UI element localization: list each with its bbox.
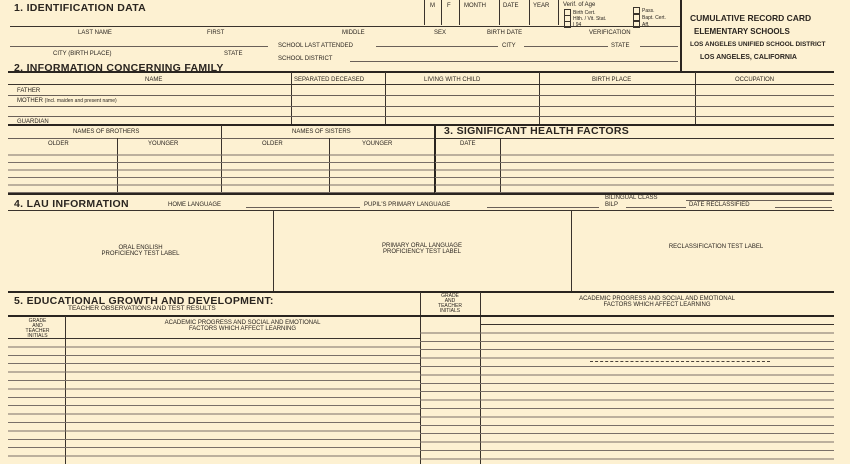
section-divider [8,291,834,293]
state2-label: STATE [611,43,630,49]
city-birth-place-label: CITY (BIRTH PLACE) [53,51,112,57]
sex-label: SEX [434,30,447,36]
school-last-attended-label: SCHOOL LAST ATTENDED [278,43,353,49]
rule [246,207,360,208]
date-label: DATE [503,3,519,9]
col-living-label: LIVING WITH CHILD [424,77,481,83]
rule [350,61,678,62]
rule [8,84,834,85]
verif-title: Verif. of Age [563,2,596,8]
verif-aff: Aff. [633,21,649,28]
section-divider [8,315,834,317]
middle-label: MIDDLE [342,30,365,36]
section4-title: 4. LAU INFORMATION [14,198,129,210]
verif-hlth: Hlth. / Vit. Stat. [564,15,606,22]
dashed-rule [590,361,770,362]
last-name-label: LAST NAME [78,30,112,36]
rule [626,207,686,208]
mother-label: MOTHER (Incl. maiden and present name) [17,98,117,104]
verification-label: VERIFICATION [589,30,631,36]
grade-initials-right: GRADE AND TEACHER INITIALS [438,293,462,314]
academic-left-header: ACADEMIC PROGRESS AND SOCIAL AND EMOTIONAL FACTORS WHICH AFFECT LEARNING [164,320,321,332]
sex-m-label: M [430,3,435,9]
grade-initials-left: GRADE AND TEACHER INITIALS [25,318,50,339]
bilingual-class-label: BILINGUAL CLASS [605,195,658,201]
card-subtitle: ELEMENTARY SCHOOLS [694,27,790,36]
sex-f-label: F [447,3,451,9]
rule [435,138,834,139]
primary-oral-label: PRIMARY ORAL LANGUAGE PROFICIENCY TEST LABEL [382,243,462,255]
first-label: FIRST [207,30,225,36]
state-label: STATE [224,51,243,57]
divider [680,0,682,72]
rule [8,106,834,107]
card-title: CUMULATIVE RECORD CARD [690,13,812,23]
school-district-label: SCHOOL DISTRICT [278,56,333,62]
divider [424,0,425,25]
divider [441,0,442,25]
rule [640,46,678,47]
sisters-label: NAMES OF SISTERS [292,129,351,135]
guardian-label: GUARDIAN [17,119,49,125]
health-date-label: DATE [460,141,476,147]
divider [499,0,500,25]
section2-title: 2. INFORMATION CONCERNING FAMILY [14,62,224,74]
father-label: FATHER [17,88,41,94]
health-rows [435,148,834,194]
verif-birth-cert: Birth Cert. [564,9,596,16]
section5-title: 5. EDUCATIONAL GROWTH AND DEVELOPMENT: [14,295,274,307]
academic-right-header: ACADEMIC PROGRESS AND SOCIAL AND EMOTIONAL FACTORS WHICH AFFECT LEARNING [579,296,735,308]
birth-date-label: BIRTH DATE [487,30,523,36]
district-name: LOS ANGELES UNIFIED SCHOOL DISTRICT [690,41,826,48]
checkbox-icon[interactable] [633,14,640,21]
rule [10,26,680,27]
oral-english-label: ORAL ENGLISH PROFICIENCY TEST LABEL [101,245,180,257]
bilp-label: BILP [605,202,619,208]
rule [775,207,832,208]
rule [8,95,834,96]
growth-rows-left [8,339,420,464]
section-divider [8,124,834,126]
home-language-label: HOME LANGUAGE [168,202,222,208]
city-label: CITY [502,43,516,49]
rule [8,210,834,211]
divider [459,0,460,25]
verif-pass: Pass. [633,7,655,14]
rule [8,138,434,139]
date-reclassified-label: DATE RECLASSIFIED [689,202,750,208]
divider [558,0,559,25]
col-separated-label: SEPARATED DECEASED [294,77,365,83]
rule [376,46,498,47]
divider [529,0,530,25]
rule [524,46,608,47]
brothers-label: NAMES OF BROTHERS [73,129,140,135]
younger1-label: YOUNGER [148,141,179,147]
rule [10,46,268,47]
col-birth-place-label: BIRTH PLACE [592,77,632,83]
section-divider [8,193,834,195]
rule [8,116,834,117]
younger2-label: YOUNGER [362,141,393,147]
siblings-rows [8,148,434,194]
older1-label: OLDER [48,141,69,147]
col-occupation-label: OCCUPATION [735,77,775,83]
verif-i94: I 94 [564,21,581,28]
district-city: LOS ANGELES, CALIFORNIA [700,54,797,61]
verif-bapt: Bapt. Cert. [633,14,666,21]
col-name-label: NAME [145,77,163,83]
month-label: MONTH [464,3,486,9]
section5-subtitle: TEACHER OBSERVATIONS AND TEST RESULTS [68,305,216,312]
growth-rows-right [420,325,834,464]
section1-title: 1. IDENTIFICATION DATA [14,2,147,14]
year-label: YEAR [533,3,550,9]
checkbox-icon[interactable] [633,7,640,14]
reclassification-label: RECLASSIFICATION TEST LABEL [668,244,764,250]
rule [487,207,599,208]
divider [571,210,572,292]
section3-title: 3. SIGNIFICANT HEALTH FACTORS [444,125,630,137]
rule [686,200,832,201]
primary-language-label: PUPIL'S PRIMARY LANGUAGE [364,202,451,208]
older2-label: OLDER [262,141,283,147]
